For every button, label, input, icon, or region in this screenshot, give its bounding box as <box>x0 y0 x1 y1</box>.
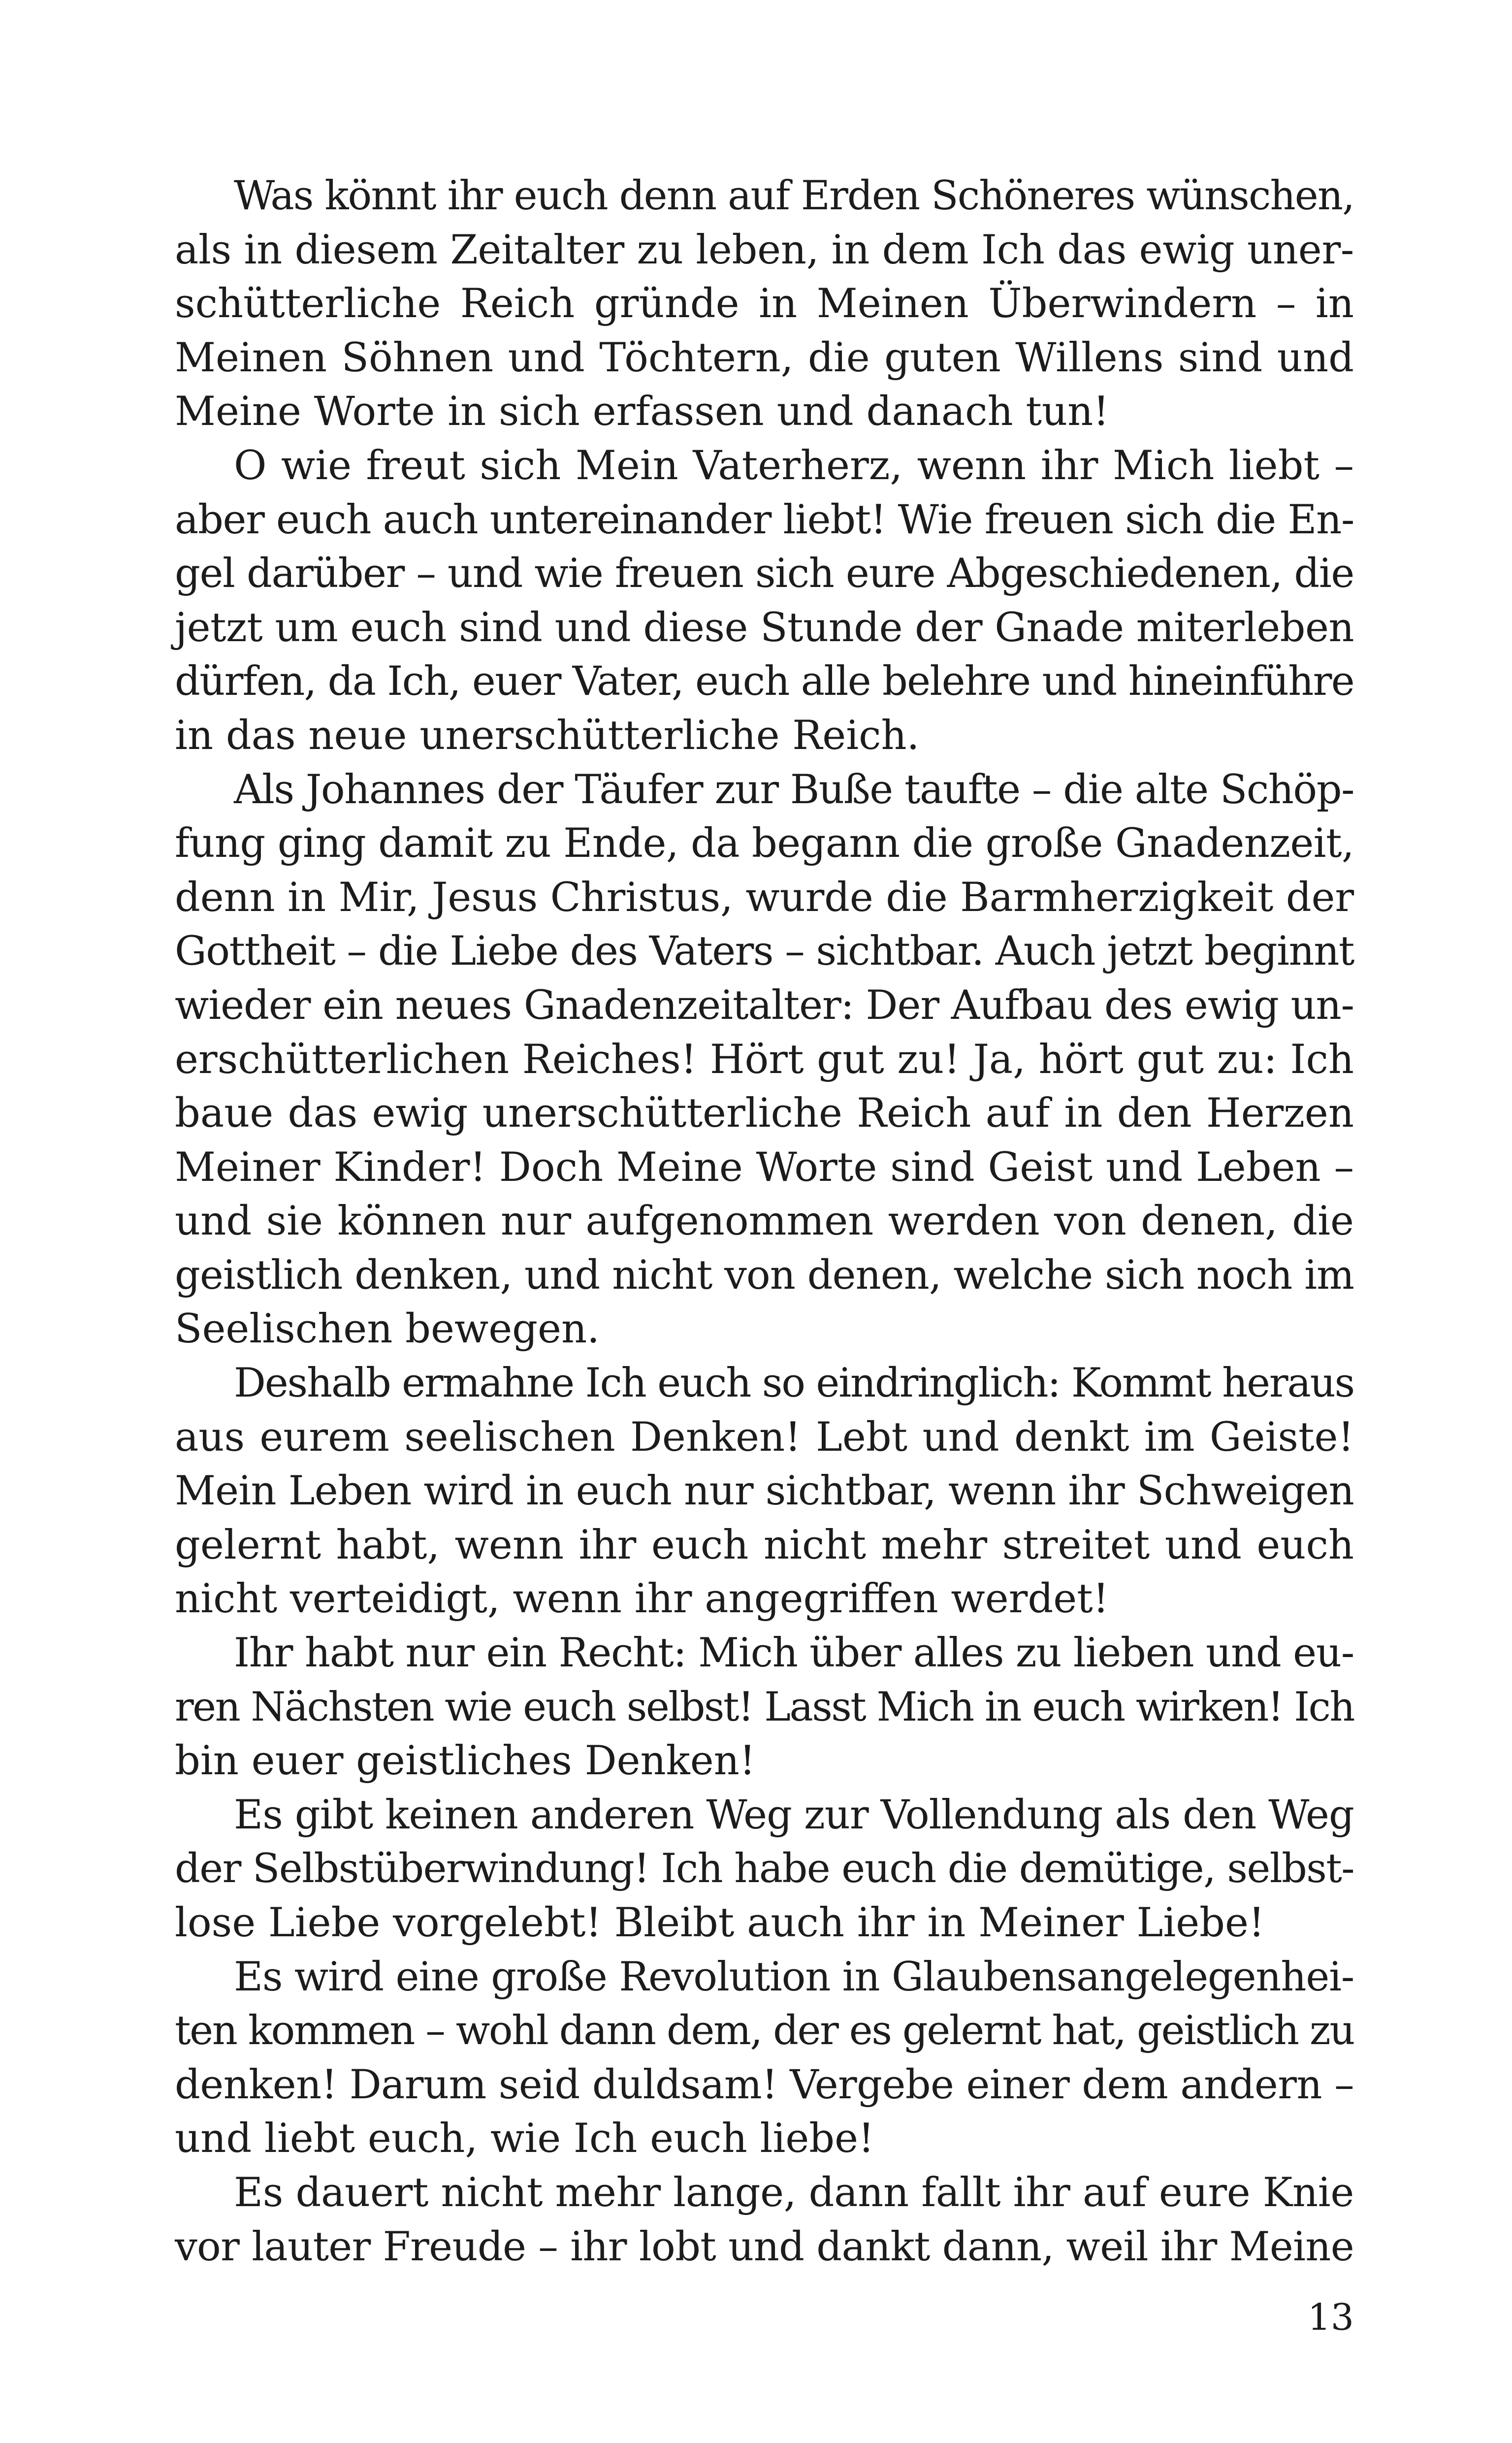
text-line: denn in Mir, Jesus Christus, wurde die Barmherzigkeit der <box>175 874 1354 921</box>
text-line: gelernt habt, wenn ihr euch nicht mehr streitet und euch <box>175 1522 1354 1568</box>
text-line: denken! Darum seid duldsam! Vergebe einer dem andern – <box>175 2061 1354 2108</box>
text-line: aber euch auch untereinander liebt! Wie freuen sich die En- <box>175 496 1354 543</box>
text-line: Gottheit – die Liebe des Vaters – sichtbar. Auch jetzt beginnt <box>175 928 1354 975</box>
text-line: dürfen, da Ich, euer Vater, euch alle belehre und hineinführe <box>175 658 1354 705</box>
text-line: gel darüber – und wie freuen sich eure Abgeschiedenen, die <box>175 551 1354 597</box>
text-line: baue das ewig unerschütterliche Reich auf in den Herzen <box>175 1090 1354 1137</box>
text-line: O wie freut sich Mein Vaterherz, wenn ihr Mich liebt – <box>234 442 1354 489</box>
text-line: und sie können nur aufgenommen werden von denen, die <box>175 1198 1354 1245</box>
text-line: Es wird eine große Revolution in Glaubensangelegenhei- <box>234 1954 1354 2000</box>
text-line: und liebt euch, wie Ich euch liebe! <box>175 2116 874 2162</box>
text-line: lose Liebe vorgelebt! Bleibt auch ihr in Meiner Liebe! <box>175 1900 1265 1946</box>
text-line: Deshalb ermahne Ich euch so eindringlich: Kommt heraus <box>234 1360 1354 1407</box>
paragraph <box>175 169 1354 439</box>
text-line: Als Johannes der Täufer zur Buße taufte – die alte Schöp- <box>234 766 1354 813</box>
text-line: Ihr habt nur ein Recht: Mich über alles zu lieben und eu- <box>234 1630 1354 1677</box>
paragraph <box>175 439 1354 763</box>
text-line: Es dauert nicht mehr lange, dann fallt ihr auf eure Knie <box>234 2169 1354 2216</box>
paragraph <box>175 2166 1354 2274</box>
text-line: Es gibt keinen anderen Weg zur Vollendung als den Weg <box>234 1792 1354 1838</box>
page-number: 13 <box>1307 2296 1354 2339</box>
text-line: vor lauter Freude – ihr lobt und dankt dann, weil ihr Meine <box>175 2223 1354 2270</box>
text-line: der Selbstüberwindung! Ich habe euch die demütige, selbst- <box>175 1846 1354 1892</box>
text-line: ren Nächsten wie euch selbst! Lasst Mich in euch wirken! Ich <box>175 1684 1354 1730</box>
text-line: geistlich denken, und nicht von denen, welche sich noch im <box>175 1252 1354 1299</box>
text-line: nicht verteidigt, wenn ihr angegriffen werdet! <box>175 1576 1109 1623</box>
paragraph <box>175 1627 1354 1789</box>
text-line: Meine Worte in sich erfassen und danach tun! <box>175 389 1109 435</box>
text-line: jetzt um euch sind und diese Stunde der Gnade miterleben <box>175 604 1354 651</box>
text-line: als in diesem Zeitalter zu leben, in dem Ich das ewig uner- <box>175 227 1354 273</box>
text-line: wieder ein neues Gnadenzeitalter: Der Aufbau des ewig un- <box>175 982 1354 1029</box>
text-line: fung ging damit zu Ende, da begann die große Gnadenzeit, <box>175 820 1354 867</box>
paragraph <box>175 1951 1354 2166</box>
text-line: Meiner Kinder! Doch Meine Worte sind Geist und Leben – <box>175 1144 1354 1191</box>
text-line: ten kommen – wohl dann dem, der es gelernt hat, geistlich zu <box>175 2008 1354 2054</box>
paragraph <box>175 763 1354 1357</box>
text-line: Seelischen bewegen. <box>175 1306 600 1353</box>
body-text <box>175 169 1354 2274</box>
text-line: aus eurem seelischen Denken! Lebt und denkt im Geiste! <box>175 1414 1354 1461</box>
text-line: Was könnt ihr euch denn auf Erden Schöneres wünschen, <box>234 173 1354 219</box>
paragraph <box>175 1357 1354 1627</box>
paragraph <box>175 1789 1354 1951</box>
text-line: Meinen Söhnen und Töchtern, die guten Willens sind und <box>175 334 1354 381</box>
text-line: erschütterlichen Reiches! Hört gut zu! Ja, hört gut zu: Ich <box>175 1036 1354 1083</box>
text-line: Mein Leben wird in euch nur sichtbar, wenn ihr Schweigen <box>175 1468 1354 1515</box>
text-line: bin euer geistliches Denken! <box>175 1738 756 1785</box>
text-line: schütterliche Reich gründe in Meinen Überwindern – in <box>175 281 1354 327</box>
text-line: in das neue unerschütterliche Reich. <box>175 712 920 759</box>
